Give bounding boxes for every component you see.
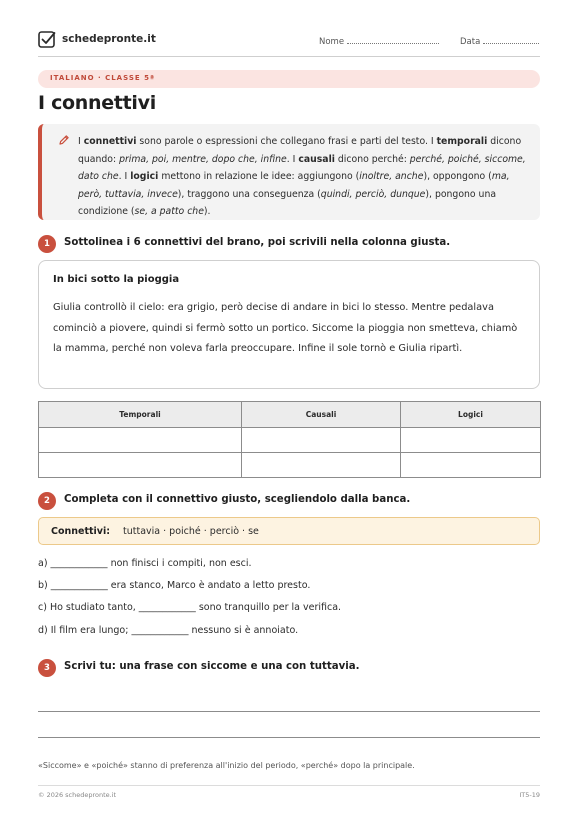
fill-in-item[interactable]: d) Il film era lungo; ____________ nessuno si è annoiato. [38, 625, 299, 636]
word-bank-label: Connettivi: [51, 526, 111, 537]
fill-in-item[interactable]: a) ____________ non finisci i compiti, non esci. [38, 558, 252, 569]
word-bank [38, 517, 540, 545]
date-label: Data [460, 37, 481, 47]
subject-badge-label: ITALIANO · CLASSE 5ª [50, 74, 155, 82]
table-row [39, 453, 541, 478]
grammar-note: «Siccome» e «poiché» stanno di preferenza all'inizio del periodo, «perché» dopo la principale. [38, 761, 415, 770]
exercise-instruction: Completa con il connettivo giusto, scegliendolo dalla banca. [64, 494, 411, 505]
date-field[interactable] [460, 35, 539, 47]
column-header-causali: Causali [242, 402, 401, 428]
footer-copyright: © 2026 schedepronte.it [38, 791, 117, 799]
answer-cell[interactable] [401, 453, 541, 478]
checkbox-logo-icon [38, 30, 56, 49]
theory-text: I connettivi sono parole o espressioni che collegano frasi e parti del testo. I temporali dicono quando: prima, poi, mentre, dopo che, infine. I causali dicono perché: perché, poiché, siccome, dato che. I logici mettono in relazione le idee: aggiungono (inoltre, anche), oppongono (ma, però, tuttavia, invece), traggono una conseguenza (quindi, perciò, dunque), pongono una condizione (se, a patto che). [78, 136, 526, 217]
subject-badge [38, 70, 540, 88]
exercise-number: 3 [38, 659, 56, 677]
word-bank-words: tuttavia · poiché · perciò · se [123, 526, 259, 537]
writing-line[interactable] [38, 711, 540, 712]
theory-box [38, 124, 540, 220]
page-title: I connettivi [38, 92, 156, 114]
name-field[interactable] [319, 35, 439, 47]
exercise-instruction: Sottolinea i 6 connettivi del brano, poi scrivili nella colonna giusta. [64, 237, 451, 248]
header-divider [38, 56, 540, 57]
table-row [39, 428, 541, 453]
connectives-table [38, 401, 541, 478]
answer-cell[interactable] [401, 428, 541, 453]
answer-cell[interactable] [39, 453, 242, 478]
footer-code: IT5-19 [519, 791, 540, 799]
answer-cell[interactable] [242, 428, 401, 453]
name-label: Nome [319, 37, 345, 47]
fill-in-item[interactable]: c) Ho studiato tanto, ____________ sono tranquillo per la verifica. [38, 602, 342, 613]
exercise-number: 1 [38, 235, 56, 253]
exercise-instruction: Scrivi tu: una frase con siccome e una con tuttavia. [64, 661, 360, 672]
pencil-icon [58, 134, 70, 146]
brand-name: schedepronte.it [62, 33, 156, 45]
answer-cell[interactable] [242, 453, 401, 478]
reading-passage [38, 260, 540, 389]
fill-in-item[interactable]: b) ____________ era stanco, Marco è andato a letto presto. [38, 580, 311, 591]
exercise-number: 2 [38, 492, 56, 510]
column-header-temporali: Temporali [39, 402, 242, 428]
page-header [38, 30, 540, 56]
passage-text: Giulia controllò il cielo: era grigio, però decise di andare in bici lo stesso. Mentre pedalava cominciò a piovere, quindi si fermò sotto un portico. Siccome la pioggia non smetteva, chiamò la mamma, perché non voleva farla preoccupare. Infine il sole tornò e Giulia ripartì. [53, 302, 518, 354]
writing-line[interactable] [38, 737, 540, 738]
passage-title: In bici sotto la pioggia [53, 274, 180, 285]
answer-cell[interactable] [39, 428, 242, 453]
column-header-logici: Logici [401, 402, 541, 428]
footer-divider [38, 785, 540, 786]
